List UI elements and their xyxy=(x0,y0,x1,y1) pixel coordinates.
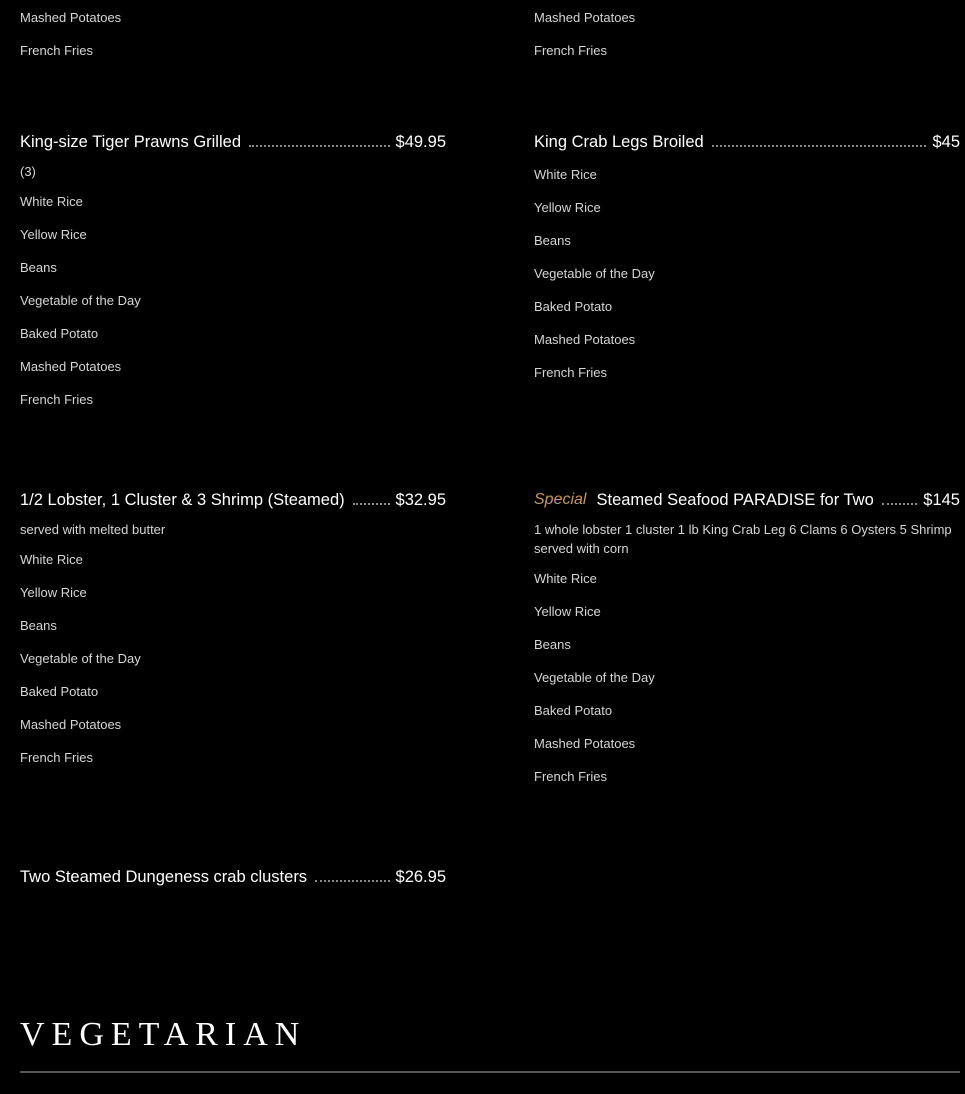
special-badge: Special xyxy=(534,491,587,508)
menu-item-name: Steamed Seafood PARADISE for Two xyxy=(596,491,874,509)
side-option: Baked Potato xyxy=(534,703,613,718)
side-option: French Fries xyxy=(20,750,93,765)
side-option: French Fries xyxy=(20,43,93,58)
side-option: Baked Potato xyxy=(534,299,613,314)
dot-leader xyxy=(353,503,390,505)
side-option: French Fries xyxy=(20,392,93,407)
menu-item-seafood-paradise xyxy=(534,487,960,793)
side-option: Mashed Potatoes xyxy=(534,10,636,25)
side-option: Yellow Rice xyxy=(534,604,601,619)
menu-item-price: $32.95 xyxy=(395,491,446,509)
menu-item-price: $26.95 xyxy=(395,868,446,886)
side-option: White Rice xyxy=(534,571,597,586)
side-option: Vegetable of the Day xyxy=(20,293,141,308)
menu-item-name: Two Steamed Dungeness crab clusters xyxy=(20,868,308,886)
side-options-list xyxy=(534,1,960,67)
side-options-list xyxy=(534,158,960,389)
side-option: French Fries xyxy=(534,769,607,784)
dot-leader xyxy=(249,145,390,147)
menu-item-header xyxy=(20,129,446,153)
side-options-list xyxy=(534,562,960,793)
side-option: French Fries xyxy=(534,365,607,380)
side-option: Vegetable of the Day xyxy=(534,670,655,685)
side-option: Mashed Potatoes xyxy=(20,717,122,732)
menu-item-price: $49.95 xyxy=(395,133,446,151)
side-option: French Fries xyxy=(534,43,607,58)
menu-item-header xyxy=(20,864,446,888)
dot-leader xyxy=(712,145,927,147)
side-option: Baked Potato xyxy=(20,684,99,699)
side-option: Mashed Potatoes xyxy=(20,359,122,374)
side-option: Mashed Potatoes xyxy=(20,10,122,25)
side-option: Yellow Rice xyxy=(20,585,87,600)
menu-item-description: 1 whole lobster 1 cluster 1 lb King Crab Leg 6 Clams 6 Oysters 5 Shrimp served with corn xyxy=(534,522,952,556)
side-option: Beans xyxy=(20,260,57,275)
side-option: Mashed Potatoes xyxy=(534,736,636,751)
side-option: Baked Potato xyxy=(20,326,99,341)
side-options-list xyxy=(20,1,446,67)
menu-item-description: served with melted butter xyxy=(20,522,166,537)
menu-item-description: (3) xyxy=(20,164,36,179)
side-options-list xyxy=(20,543,446,774)
menu-item-name: 1/2 Lobster, 1 Cluster & 3 Shrimp (Steamed) xyxy=(20,491,345,509)
menu-item-dungeness-crab xyxy=(20,864,446,888)
section-title-vegetarian: VEGETARIAN xyxy=(20,1016,307,1053)
side-option: Yellow Rice xyxy=(20,227,87,242)
menu-item-header xyxy=(534,129,960,153)
menu-item-header xyxy=(20,487,446,511)
side-option: Beans xyxy=(534,233,571,248)
menu-column-left-continued xyxy=(20,0,446,67)
side-option: Mashed Potatoes xyxy=(534,332,636,347)
menu-item-price: $45 xyxy=(932,133,960,151)
side-option: White Rice xyxy=(20,552,83,567)
side-option: White Rice xyxy=(20,194,83,209)
side-option: Yellow Rice xyxy=(534,200,601,215)
menu-column-right-continued xyxy=(534,0,960,67)
menu-item-tiger-prawns xyxy=(20,129,446,416)
menu-item-price: $145 xyxy=(923,491,960,509)
menu-item-king-crab-legs xyxy=(534,129,960,389)
side-option: Beans xyxy=(20,618,57,633)
menu-item-name: King-size Tiger Prawns Grilled xyxy=(20,133,241,151)
menu-item-lobster-cluster-shrimp xyxy=(20,487,446,774)
side-options-list xyxy=(20,185,446,416)
side-option: White Rice xyxy=(534,167,597,182)
side-option: Vegetable of the Day xyxy=(20,651,141,666)
menu-item-header xyxy=(534,487,960,511)
side-option: Vegetable of the Day xyxy=(534,266,655,281)
dot-leader xyxy=(882,503,918,505)
section-divider xyxy=(20,1071,960,1073)
side-option: Beans xyxy=(534,637,571,652)
menu-item-name: King Crab Legs Broiled xyxy=(534,133,704,151)
dot-leader xyxy=(315,880,389,882)
